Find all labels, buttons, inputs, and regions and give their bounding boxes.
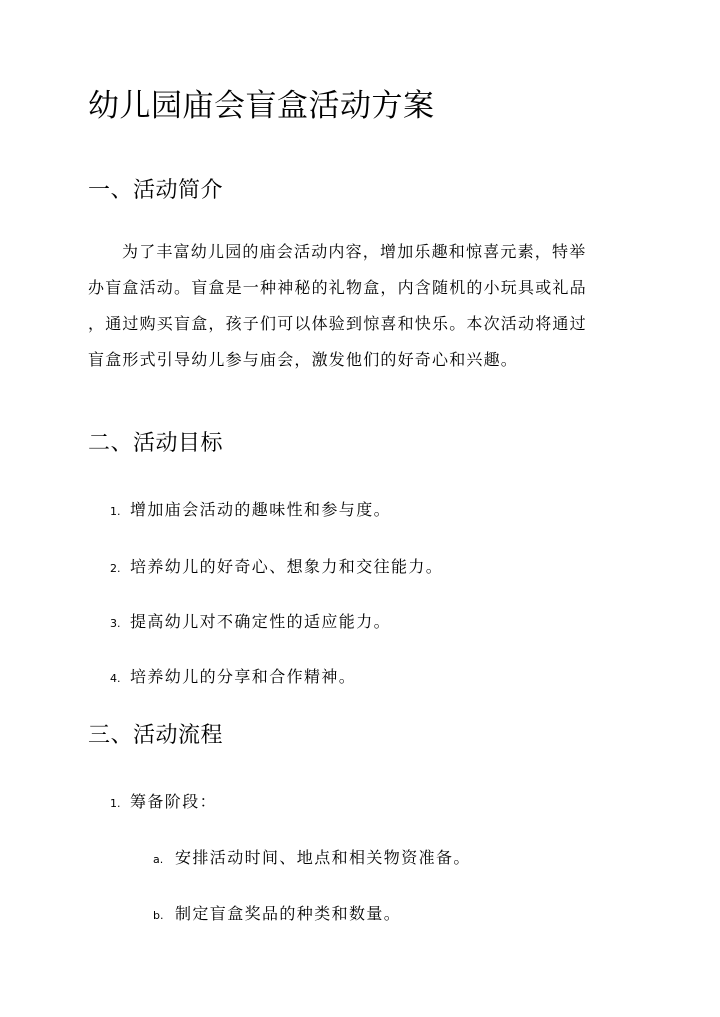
intro-paragraph bbox=[88, 234, 633, 378]
sub-item-text: 制定盲盒奖品的种类和数量。 bbox=[175, 904, 402, 923]
list-marker: 1. bbox=[110, 797, 121, 810]
list-item-text: 筹备阶段： bbox=[130, 792, 218, 811]
process-sub-item bbox=[153, 902, 401, 928]
paragraph-line: 为了丰富幼儿园的庙会活动内容，增加乐趣和惊喜元素，特举 bbox=[122, 242, 587, 261]
section-heading-intro: 一、活动简介 bbox=[88, 178, 224, 203]
sub-item-text: 安排活动时间、地点和相关物资准备。 bbox=[175, 848, 471, 867]
goal-list-item bbox=[110, 665, 356, 691]
section-heading-process: 三、活动流程 bbox=[88, 723, 224, 748]
list-marker: 3. bbox=[110, 617, 121, 630]
paragraph-line: 办盲盒活动。盲盒是一种神秘的礼物盒，内含随机的小玩具或礼品 bbox=[88, 278, 587, 297]
goal-list-item bbox=[110, 610, 391, 636]
list-marker: 2. bbox=[110, 562, 121, 575]
document-title: 幼儿园庙会盲盒活动方案 bbox=[88, 88, 435, 124]
list-item-text: 提高幼儿对不确定性的适应能力。 bbox=[130, 612, 392, 631]
list-marker: 1. bbox=[110, 505, 121, 518]
section-heading-goals: 二、活动目标 bbox=[88, 431, 224, 456]
list-item-text: 培养幼儿的好奇心、想象力和交往能力。 bbox=[130, 557, 444, 576]
list-item-text: 增加庙会活动的趣味性和参与度。 bbox=[130, 500, 392, 519]
paragraph-line: 盲盒形式引导幼儿参与庙会，激发他们的好奇心和兴趣。 bbox=[88, 350, 519, 369]
paragraph-line: ，通过购买盲盒，孩子们可以体验到惊喜和快乐。本次活动将通过 bbox=[88, 314, 587, 333]
sub-list-marker: b. bbox=[153, 909, 164, 922]
process-sub-item bbox=[153, 846, 471, 872]
goal-list-item bbox=[110, 555, 443, 581]
goal-list-item bbox=[110, 498, 391, 524]
list-marker: 4. bbox=[110, 672, 121, 685]
process-list-item bbox=[110, 790, 217, 816]
sub-list-marker: a. bbox=[153, 853, 164, 866]
list-item-text: 培养幼儿的分享和合作精神。 bbox=[130, 667, 357, 686]
